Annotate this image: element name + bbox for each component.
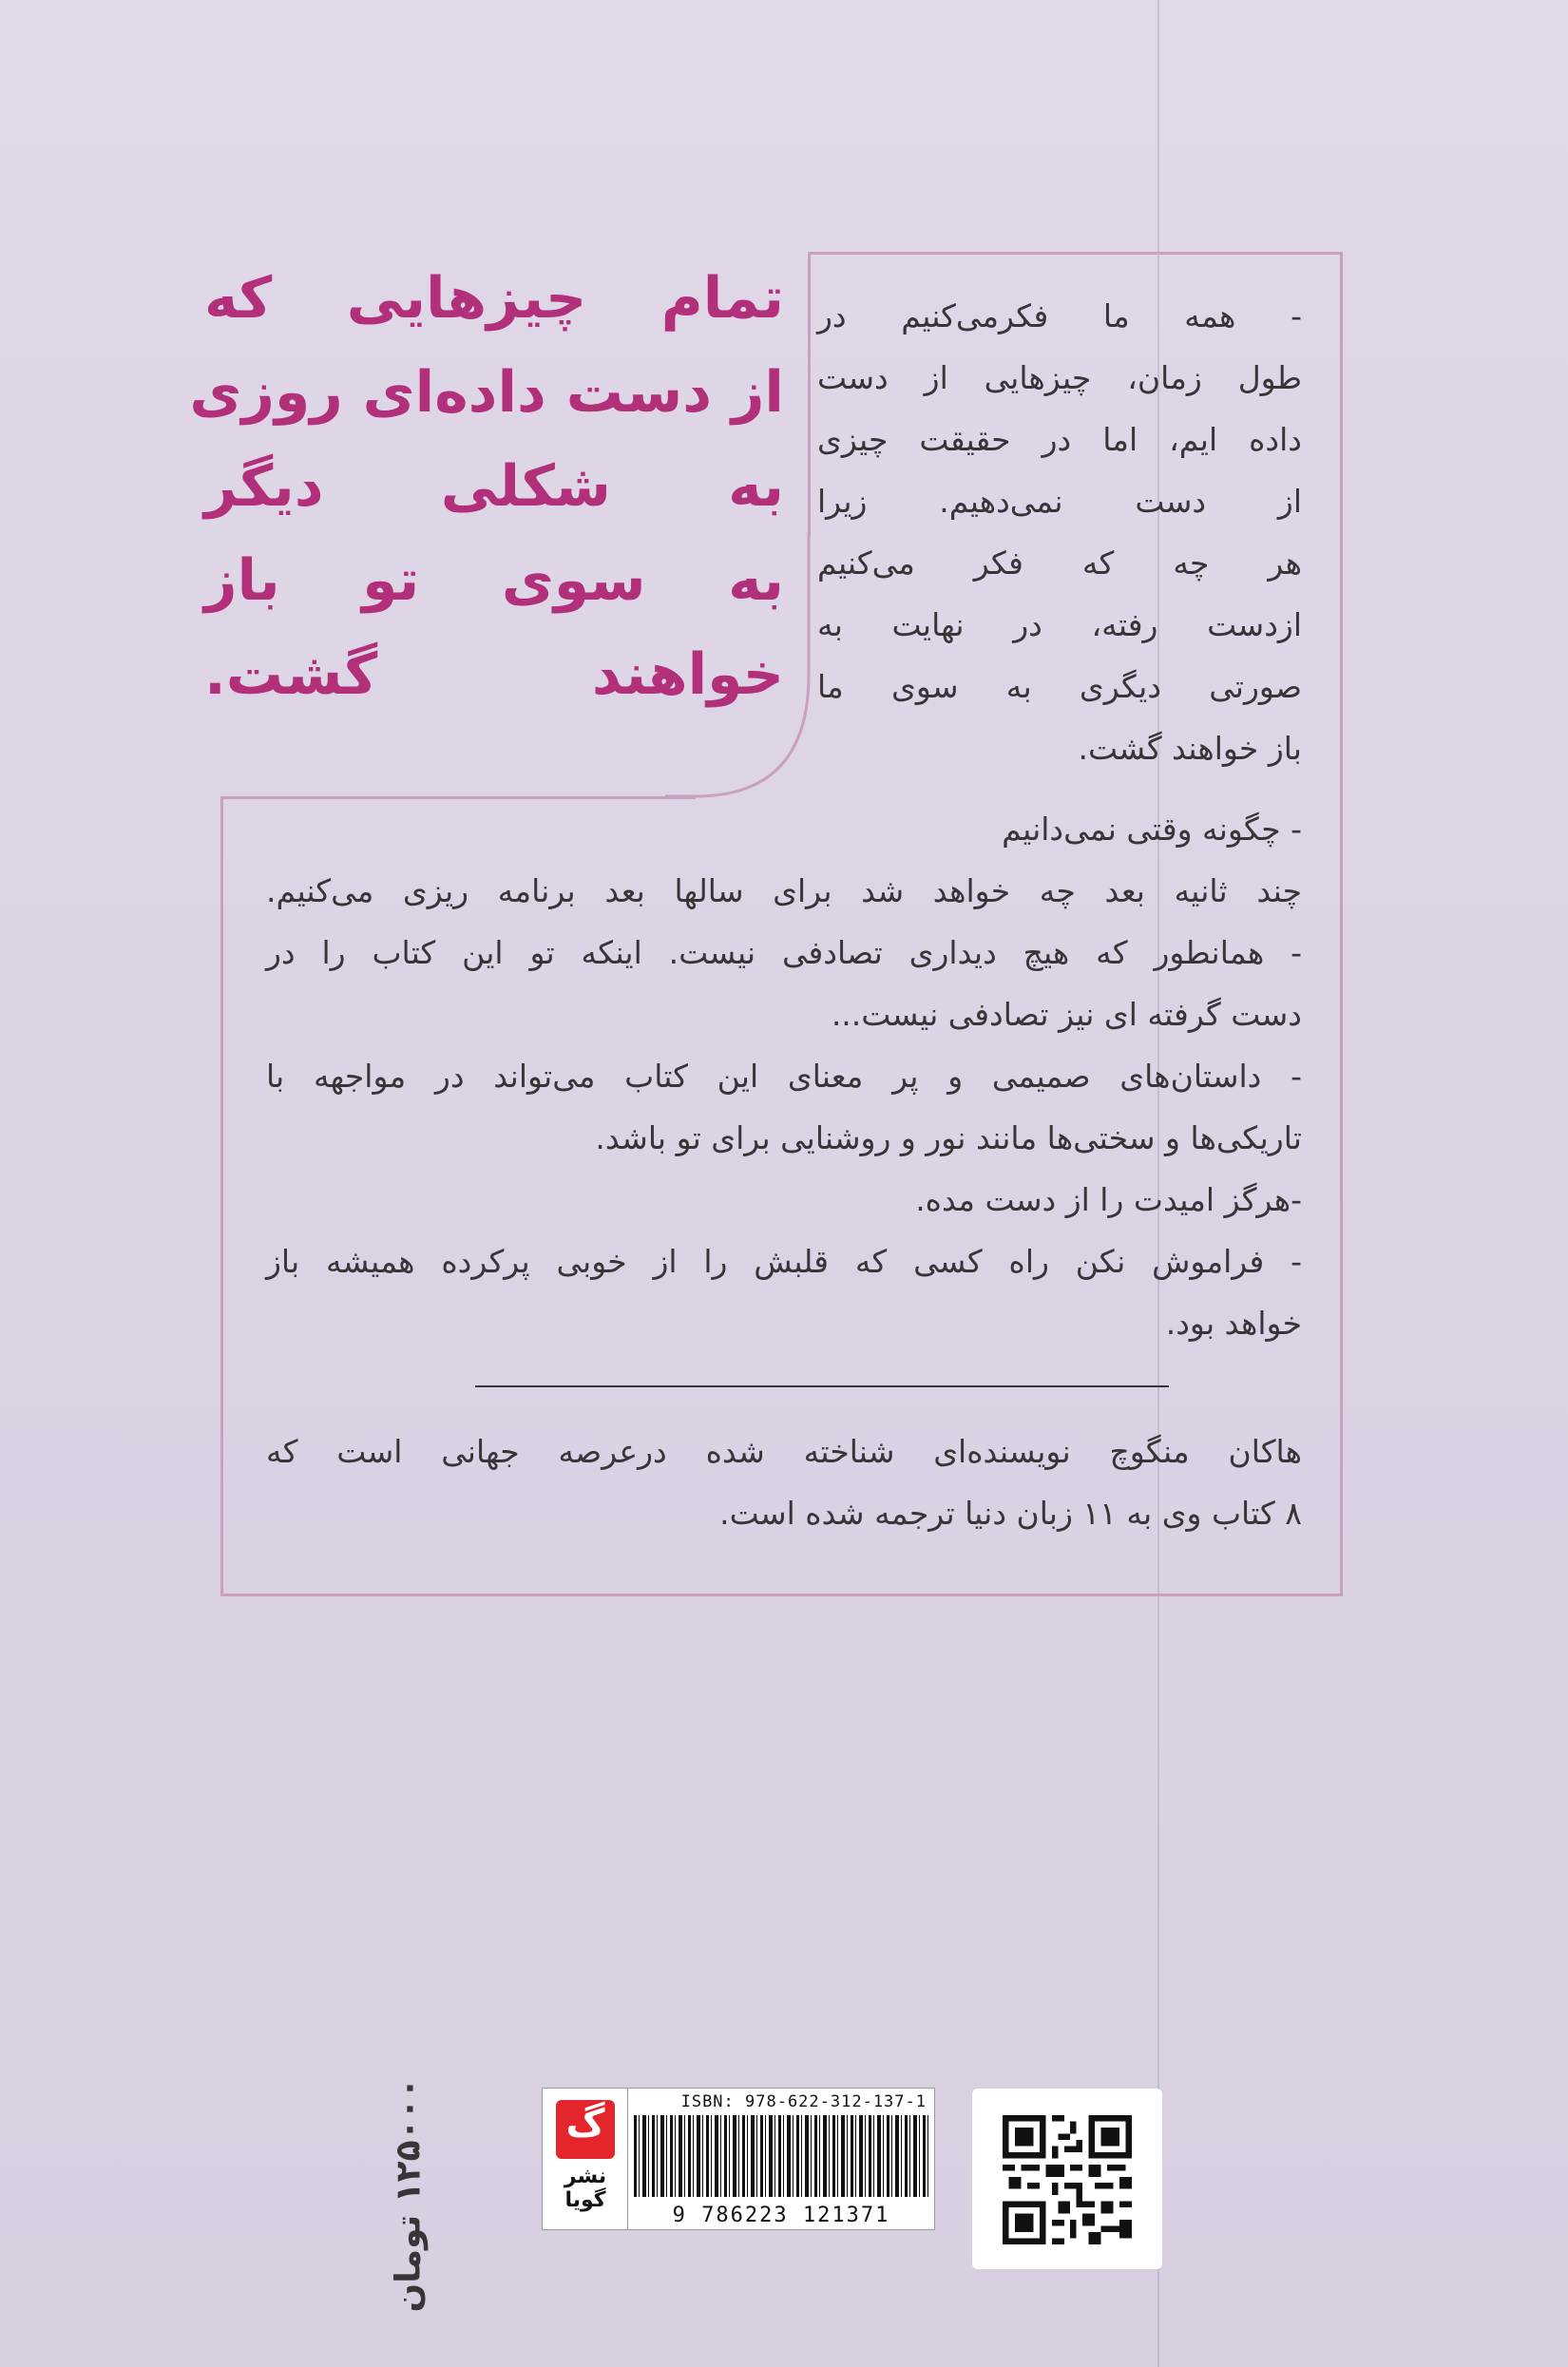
- author-line: هاکان منگوچ نویسنده‌ای شناخته شده درعرصه جهانی است که: [266, 1433, 1302, 1470]
- isbn-label: ISBN: 978-622-312-137-1: [680, 2092, 927, 2111]
- qr-panel: [972, 2089, 1162, 2269]
- price-amount: ۱۲۵۰۰۰: [389, 2077, 429, 2204]
- section-divider: [475, 1385, 1169, 1387]
- blurb-line: - فراموش نکن راه کسی که قلبش را از خوبی پرکرده همیشه باز: [266, 1243, 1302, 1280]
- blurb-line: خواهد بود.: [1165, 1305, 1302, 1342]
- frame-right-line: [1340, 252, 1343, 1596]
- publisher-logo-glyph: گ: [565, 2102, 605, 2146]
- barcode-icon: [634, 2115, 928, 2197]
- frame-left-line: [220, 798, 223, 1596]
- blurb-lower: [266, 798, 1302, 1354]
- blurb-line: - همانطور که هیچ دیداری تصادفی نیست. اینکه تو این کتاب را در: [266, 934, 1302, 971]
- blurb-line: باز خواهند گشت.: [1078, 730, 1302, 767]
- blurb-line: تاریکی‌ها و سختی‌ها مانند نور و روشنایی برای تو باشد.: [595, 1119, 1302, 1156]
- quote-line: به شکلی دیگر: [204, 453, 784, 520]
- blurb-line: چند ثانیه بعد چه خواهد شد برای سالها بعد برنامه ریزی می‌کنیم.: [266, 872, 1302, 909]
- frame-top-line: [808, 252, 1342, 255]
- quote-line: تمام چیزهایی که: [204, 265, 784, 332]
- blurb-line: داده ایم، اما در حقیقت چیزی: [817, 421, 1302, 458]
- price-currency: تومان: [389, 2214, 429, 2313]
- quote-line: از دست داده‌ای روزی: [189, 359, 784, 426]
- qr-code-icon: [1003, 2115, 1132, 2244]
- blurb-line: هر چه که فکر می‌کنیم: [817, 544, 1302, 582]
- ean-number: 9 786223 121371: [672, 2204, 890, 2227]
- author-bio: [266, 1421, 1302, 1544]
- publisher-name: نشر گویا: [564, 2165, 607, 2212]
- pull-quote: [189, 252, 784, 722]
- blurb-line: -هرگز امیدت را از دست مده.: [915, 1181, 1302, 1218]
- publisher-logo-panel: [542, 2088, 629, 2230]
- blurb-line: - چگونه وقتی نمی‌دانیم: [1002, 811, 1302, 848]
- frame-bottom-line: [220, 1594, 1343, 1596]
- author-line: ۸ کتاب وی به ۱۱ زبان دنیا ترجمه شده است.: [719, 1495, 1302, 1532]
- barcode-panel: [627, 2088, 935, 2230]
- quote-line: به سوی تو باز: [204, 547, 784, 614]
- blurb-line: دست گرفته ای نیز تصادفی نیست...: [831, 996, 1302, 1033]
- blurb-line: - داستان‌های صمیمی و پر معنای این کتاب می‌تواند در مواجهه با: [266, 1058, 1302, 1095]
- blurb-upper: [817, 285, 1302, 779]
- blurb-line: طول زمان، چیزهایی از دست: [817, 359, 1302, 396]
- blurb-line: صورتی دیگری به سوی ما: [817, 668, 1302, 705]
- quote-line: خواهند گشت.: [204, 641, 784, 708]
- blurb-line: از دست نمی‌دهیم. زیرا: [817, 483, 1302, 520]
- price-label: [380, 2062, 437, 2328]
- publisher-logo-icon: [556, 2100, 615, 2159]
- blurb-line: ازدست رفته، در نهایت به: [817, 606, 1302, 643]
- frame-inner-line: [808, 252, 811, 537]
- blurb-line: - همه ما فکرمی‌کنیم در: [817, 297, 1302, 334]
